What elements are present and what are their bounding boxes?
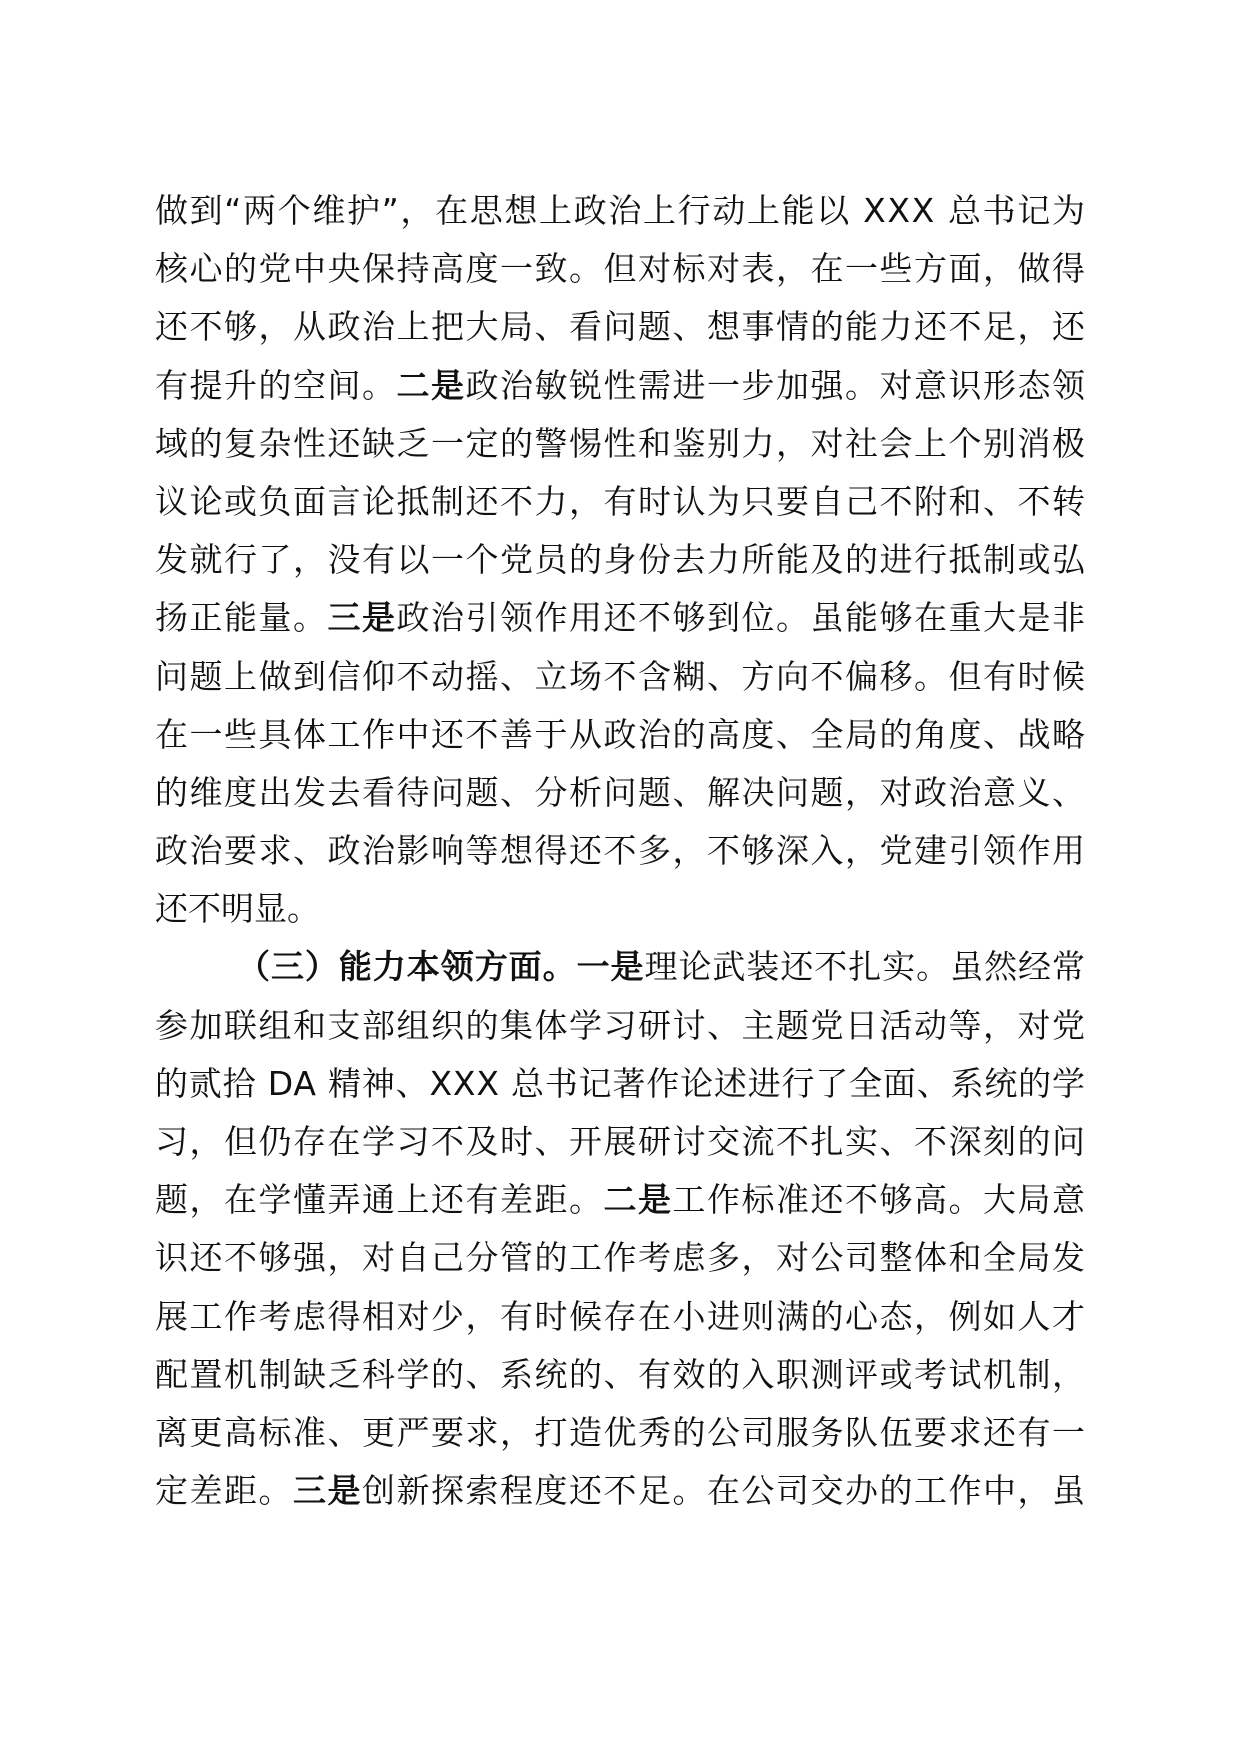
text-line (155, 415, 1085, 473)
text-run: 政治要求、政治影响等想得还不多，不够深入，党建引领作用 (155, 831, 1087, 871)
text-line (155, 182, 1085, 240)
text-line (155, 764, 1085, 822)
body-text (155, 182, 1085, 1520)
text-run: 议论或负面言论抵制还不力，有时认为只要自己不附和、不转 (155, 481, 1087, 521)
text-run: 核心的党中央保持高度一致。但对标对表，在一些方面，做得 (155, 249, 1087, 289)
bold-text-run: 二是 (603, 1180, 673, 1220)
bold-text-run: 三是 (327, 598, 397, 638)
text-line (155, 1113, 1085, 1171)
text-run: 域的复杂性还缺乏一定的警惕性和鉴别力，对社会上个别消极 (155, 423, 1087, 463)
bold-text-run: 三是 (293, 1471, 362, 1511)
text-run: 的维度出发去看待问题、分析问题、解决问题，对政治意义、 (155, 772, 1087, 812)
text-line (155, 1229, 1085, 1287)
text-line (155, 589, 1085, 647)
text-line (155, 473, 1085, 531)
text-run: 在一些具体工作中还不善于从政治的高度、全局的角度、战略 (155, 714, 1087, 754)
text-run: 问题上做到信仰不动摇、立场不含糊、方向不偏移。但有时候 (155, 656, 1087, 696)
text-line (155, 1171, 1085, 1229)
text-line (155, 938, 1085, 996)
text-run: 理论武装还不扎实。虽然经常 (644, 947, 1086, 987)
text-run: 参加联组和支部组织的集体学习研讨、主题党日活动等，对党 (155, 1005, 1087, 1045)
text-line (155, 1055, 1085, 1113)
text-run: 离更高标准、更严要求，打造优秀的公司服务队伍要求还有一 (155, 1412, 1087, 1452)
text-line (155, 1404, 1085, 1462)
text-run: 题，在学懂弄通上还有差距。 (155, 1180, 604, 1220)
text-line (155, 997, 1085, 1055)
text-line (155, 880, 1085, 938)
text-run: 展工作考虑得相对少，有时候存在小进则满的心态，例如人才 (155, 1296, 1087, 1336)
text-line (155, 1288, 1085, 1346)
text-line (155, 531, 1085, 589)
text-run: 习，但仍存在学习不及时、开展研讨交流不扎实、不深刻的问 (155, 1122, 1087, 1161)
text-run: 的贰拾 DA 精神、XXX 总书记著作论述进行了全面、系统的学 (155, 1063, 1086, 1103)
bold-text-run: 二是 (396, 365, 466, 405)
text-run: 有提升的空间。 (155, 365, 397, 405)
text-run: 定差距。 (155, 1471, 293, 1511)
text-line (155, 706, 1085, 764)
text-run: 发就行了，没有以一个党员的身份去力所能及的进行抵制或弘 (155, 540, 1087, 580)
text-line (155, 1462, 1085, 1520)
text-line (155, 648, 1085, 706)
text-run: 做到“两个维护”，在思想上政治上行动上能以 XXX 总书记为 (155, 191, 1087, 230)
text-line (155, 822, 1085, 880)
text-run: 识还不够强，对自己分管的工作考虑多，对公司整体和全局发 (155, 1238, 1087, 1278)
text-run: 工作标准还不够高。大局意 (672, 1180, 1087, 1220)
text-run: 政治引领作用还不够到位。虽能够在重大是非 (396, 598, 1087, 638)
text-run: 政治敏锐性需进一步加强。对意识形态领 (465, 365, 1087, 405)
text-run: 还不够，从政治上把大局、看问题、想事情的能力还不足，还 (155, 307, 1087, 347)
text-run: 扬正能量。 (155, 598, 328, 638)
text-line (155, 1346, 1085, 1404)
text-run: 配置机制缺乏科学的、系统的、有效的入职测评或考试机制， (155, 1354, 1087, 1394)
text-line (155, 357, 1085, 415)
text-run: 创新探索程度还不足。在公司交办的工作中，虽 (362, 1471, 1087, 1511)
text-line (155, 240, 1085, 298)
bold-text-run: （三）能力本领方面。一是 (237, 947, 645, 987)
text-line (155, 298, 1085, 356)
text-run: 还不明显。 (155, 889, 320, 929)
